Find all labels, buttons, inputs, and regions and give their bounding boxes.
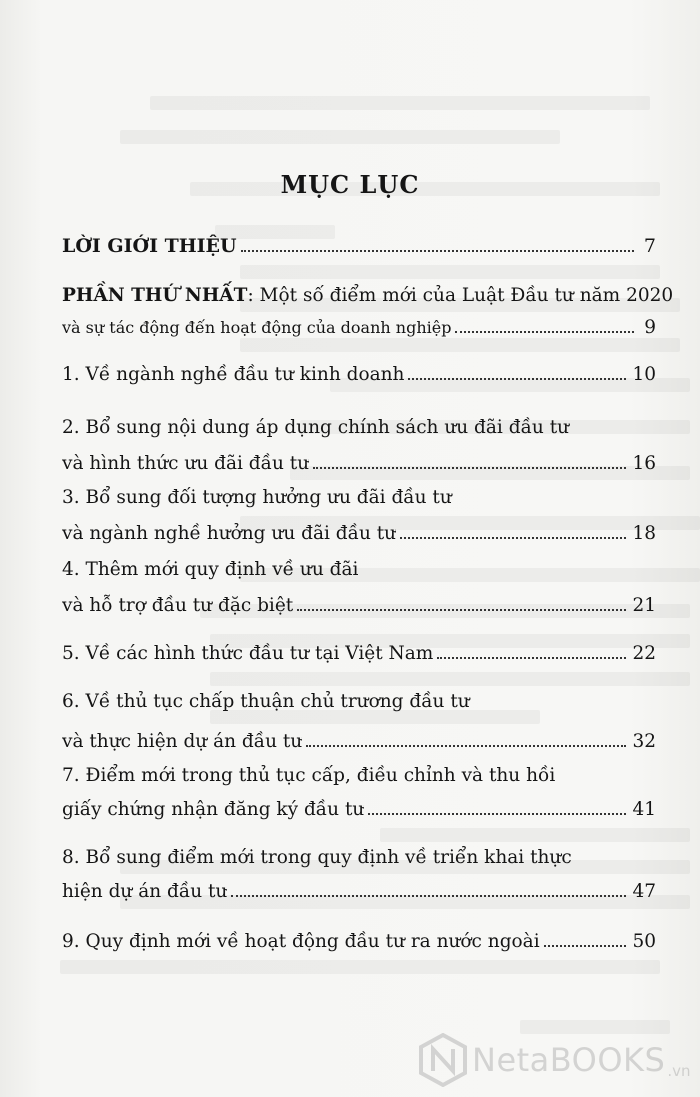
toc-page-number: 10 — [632, 364, 656, 385]
toc-page-number: 7 — [643, 235, 656, 257]
toc-item-line: và hình thức ưu đãi đầu tư — [62, 453, 310, 474]
toc-page-number: 32 — [632, 731, 656, 752]
toc-page-number: 22 — [632, 643, 656, 664]
part-heading-rest: : Một số điểm mới của Luật Đầu tư năm 2020 — [247, 285, 674, 306]
toc-item-line: và thực hiện dự án đầu tư — [62, 731, 303, 752]
toc-item-line: 7. Điểm mới trong thủ tục cấp, điều chỉnh và thu hồi — [62, 765, 556, 786]
toc-item-line: 3. Bổ sung đối tượng hưởng ưu đãi đầu tư — [62, 487, 452, 508]
toc-page-number: 41 — [632, 799, 656, 820]
toc-item-1[interactable] — [62, 361, 656, 389]
toc-item-6[interactable] — [62, 688, 656, 756]
toc-item-8[interactable] — [62, 844, 656, 906]
toc-item-line: 5. Về các hình thức đầu tư tại Việt Nam — [62, 643, 434, 664]
toc-page-number: 16 — [632, 453, 656, 474]
toc-item-7[interactable] — [62, 762, 656, 824]
dot-leader — [368, 813, 626, 815]
toc-item-3[interactable] — [62, 484, 656, 548]
toc-item-2[interactable] — [62, 414, 656, 478]
toc-item-line: 4. Thêm mới quy định về ưu đãi — [62, 559, 359, 580]
part-heading: PHẦN THỨ NHẤT — [62, 285, 248, 306]
dot-leader — [241, 250, 634, 252]
dot-leader — [297, 609, 626, 611]
dot-leader — [408, 378, 626, 380]
part-subtitle: và sự tác động đến hoạt động của doanh nghiệp — [62, 318, 452, 337]
toc-item-line: 2. Bổ sung nội dung áp dụng chính sách ưu đãi đầu tư — [62, 417, 570, 438]
toc-item-line: và ngành nghề hưởng ưu đãi đầu tư — [62, 523, 397, 544]
watermark-suffix: .vn — [667, 1062, 691, 1080]
toc-title: MỤC LỤC — [280, 170, 420, 199]
toc-item-9[interactable] — [62, 928, 656, 956]
toc-item-5[interactable] — [62, 640, 656, 668]
toc-item-line: 8. Bổ sung điểm mới trong quy định về triển khai thực — [62, 847, 572, 868]
dot-leader — [400, 537, 626, 539]
toc-entry-label: LỜI GIỚI THIỆU — [62, 235, 237, 257]
toc-page-number: 47 — [632, 881, 656, 902]
toc-entry-intro[interactable] — [62, 232, 656, 260]
toc-page-number: 18 — [632, 523, 656, 544]
toc-page-number: 50 — [632, 931, 656, 952]
netabooks-logo-icon — [418, 1033, 468, 1087]
toc-page-number: 9 — [644, 317, 656, 338]
watermark-brand: NetaBOOKS — [472, 1041, 666, 1079]
toc-item-line: 9. Quy định mới về hoạt động đầu tư ra nước ngoài — [62, 931, 540, 952]
toc-item-line: hiện dự án đầu tư — [62, 881, 228, 902]
toc-item-line: và hỗ trợ đầu tư đặc biệt — [62, 595, 294, 616]
dot-leader — [455, 331, 634, 333]
toc-entry-part-one[interactable] — [62, 282, 674, 342]
dot-leader — [437, 657, 626, 659]
dot-leader — [306, 745, 626, 747]
toc-item-4[interactable] — [62, 556, 656, 620]
netabooks-watermark — [418, 1030, 700, 1090]
dot-leader — [544, 945, 627, 947]
toc-item-line: 1. Về ngành nghề đầu tư kinh doanh — [62, 364, 405, 385]
dot-leader — [231, 895, 626, 897]
toc-item-line: 6. Về thủ tục chấp thuận chủ trương đầu tư — [62, 691, 470, 712]
toc-page-number: 21 — [632, 595, 656, 616]
dot-leader — [313, 467, 626, 469]
toc-item-line: giấy chứng nhận đăng ký đầu tư — [62, 799, 365, 820]
